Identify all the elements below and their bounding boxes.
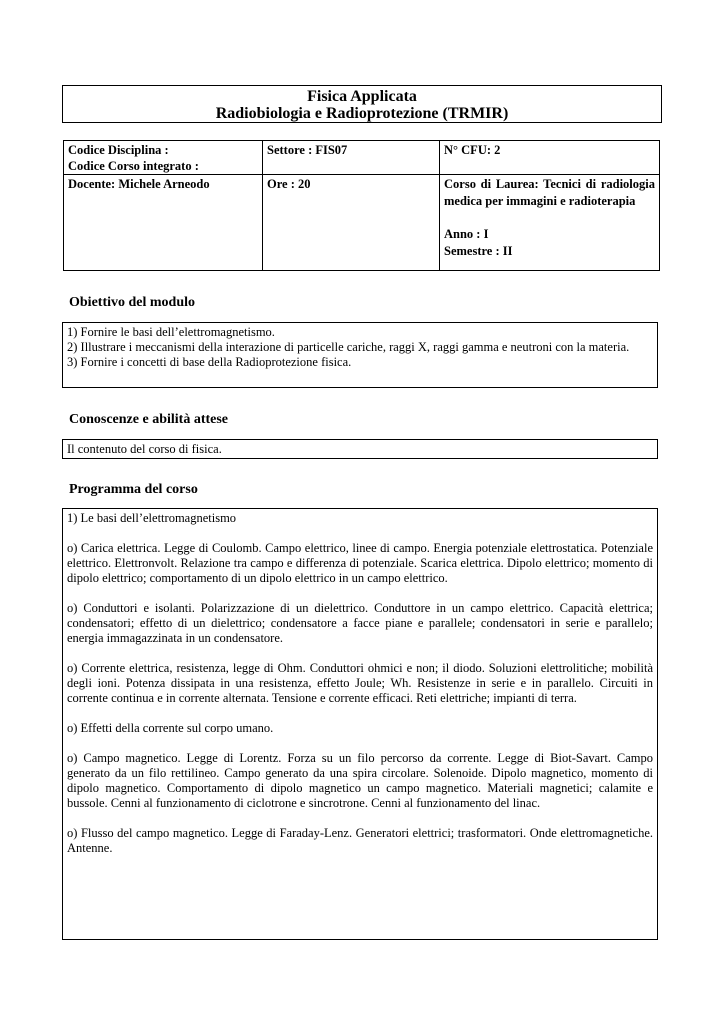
programma-paragraph: o) Carica elettrica. Legge di Coulomb. Campo elettrico, linee di campo. Energia potenziale elettrostatica. Potenziale elettrico. Elettronvolt. Relazione tra campo e differenza di potenziale. Scarica elettrica. Dipolo elettrico; momento di dipolo elettrico; comportamento di un dipolo elettrico in un campo elettrico. [67,541,653,585]
obiettivo-heading: Obiettivo del modulo [69,295,196,310]
programma-box [62,508,658,940]
anno: Anno : I [444,227,489,241]
conoscenze-heading: Conoscenze e abilità attese [69,412,229,427]
programma-heading: Programma del corso [69,482,198,497]
table-row [64,175,660,271]
conoscenze-box [62,439,658,459]
programma-paragraph: o) Conduttori e isolanti. Polarizzazione di un dielettrico. Conduttore in un campo elettrico. Capacità elettrica; condensatori; effetto di un dielettrico; condensatore a facce piane e parallele; condensatori in serie e parallelo; energia immagazzinata in un condensatore. [67,601,653,645]
programma-paragraph: 1) Le basi dell’elettromagnetismo [67,511,237,525]
semestre: Semestre : II [444,244,513,258]
docente: Docente: Michele Arneodo [68,177,210,191]
conoscenze-text: Il contenuto del corso di fisica. [67,442,222,456]
cfu: N° CFU: 2 [444,143,501,157]
table-row [64,141,660,175]
settore: Settore : FIS07 [267,143,348,157]
corso-laurea: Corso di Laurea: Tecnici di radiologia medica per immagini e radioterapia [444,177,655,208]
codice-corso: Codice Corso integrato : [68,159,199,173]
module-title: Radiobiologia e Radioprotezione (TRMIR) [215,105,509,122]
course-info-table [63,140,660,271]
codice-cell [64,141,263,175]
settore-cell [263,141,440,175]
ore-cell [263,175,440,271]
obiettivo-box [62,322,658,388]
programma-paragraph: o) Corrente elettrica, resistenza, legge di Ohm. Conduttori ohmici e non; il diodo. Soluzioni elettrolitiche; mobilità degli ioni. Potenza dissipata in una resistenza, effetto Joule; Wh. Resistenze in serie e in parallelo. Circuiti in corrente continua e in corrente alternata. Tensione e corrente efficaci. Reti elettriche; impianti di terra. [67,661,653,705]
cfu-cell [440,141,660,175]
codice-disciplina: Codice Disciplina : [68,143,169,157]
title-box [62,85,662,123]
docente-cell [64,175,263,271]
obiettivo-item: 2) Illustrare i meccanismi della interazione di particelle cariche, raggi X, raggi gamma e neutroni con la materia. [67,340,630,354]
programma-paragraph: o) Campo magnetico. Legge di Lorentz. Forza su un filo percorso da corrente. Legge di Biot-Savart. Campo generato da un filo rettilineo. Campo generato da una spira circolare. Solenoide. Dipolo magnetico, momento di dipolo magnetico. Comportamento di dipolo magnetico un campo magnetico. Materiali magnetici; calamite e bussole. Cenni al funzionamento di ciclotrone e sincrotrone. Cenni al funzionamento del linac. [67,751,653,810]
obiettivo-item: 1) Fornire le basi dell’elettromagnetismo. [67,325,275,339]
ore: Ore : 20 [267,177,311,191]
obiettivo-item: 3) Fornire i concetti di base della Radioprotezione fisica. [67,355,352,369]
programma-paragraph: o) Effetti della corrente sul corpo umano. [67,721,274,735]
course-title: Fisica Applicata [307,88,417,105]
programma-paragraph: o) Flusso del campo magnetico. Legge di Faraday-Lenz. Generatori elettrici; trasformatori. Onde elettromagnetiche. Antenne. [67,826,653,855]
corso-cell [440,175,660,271]
